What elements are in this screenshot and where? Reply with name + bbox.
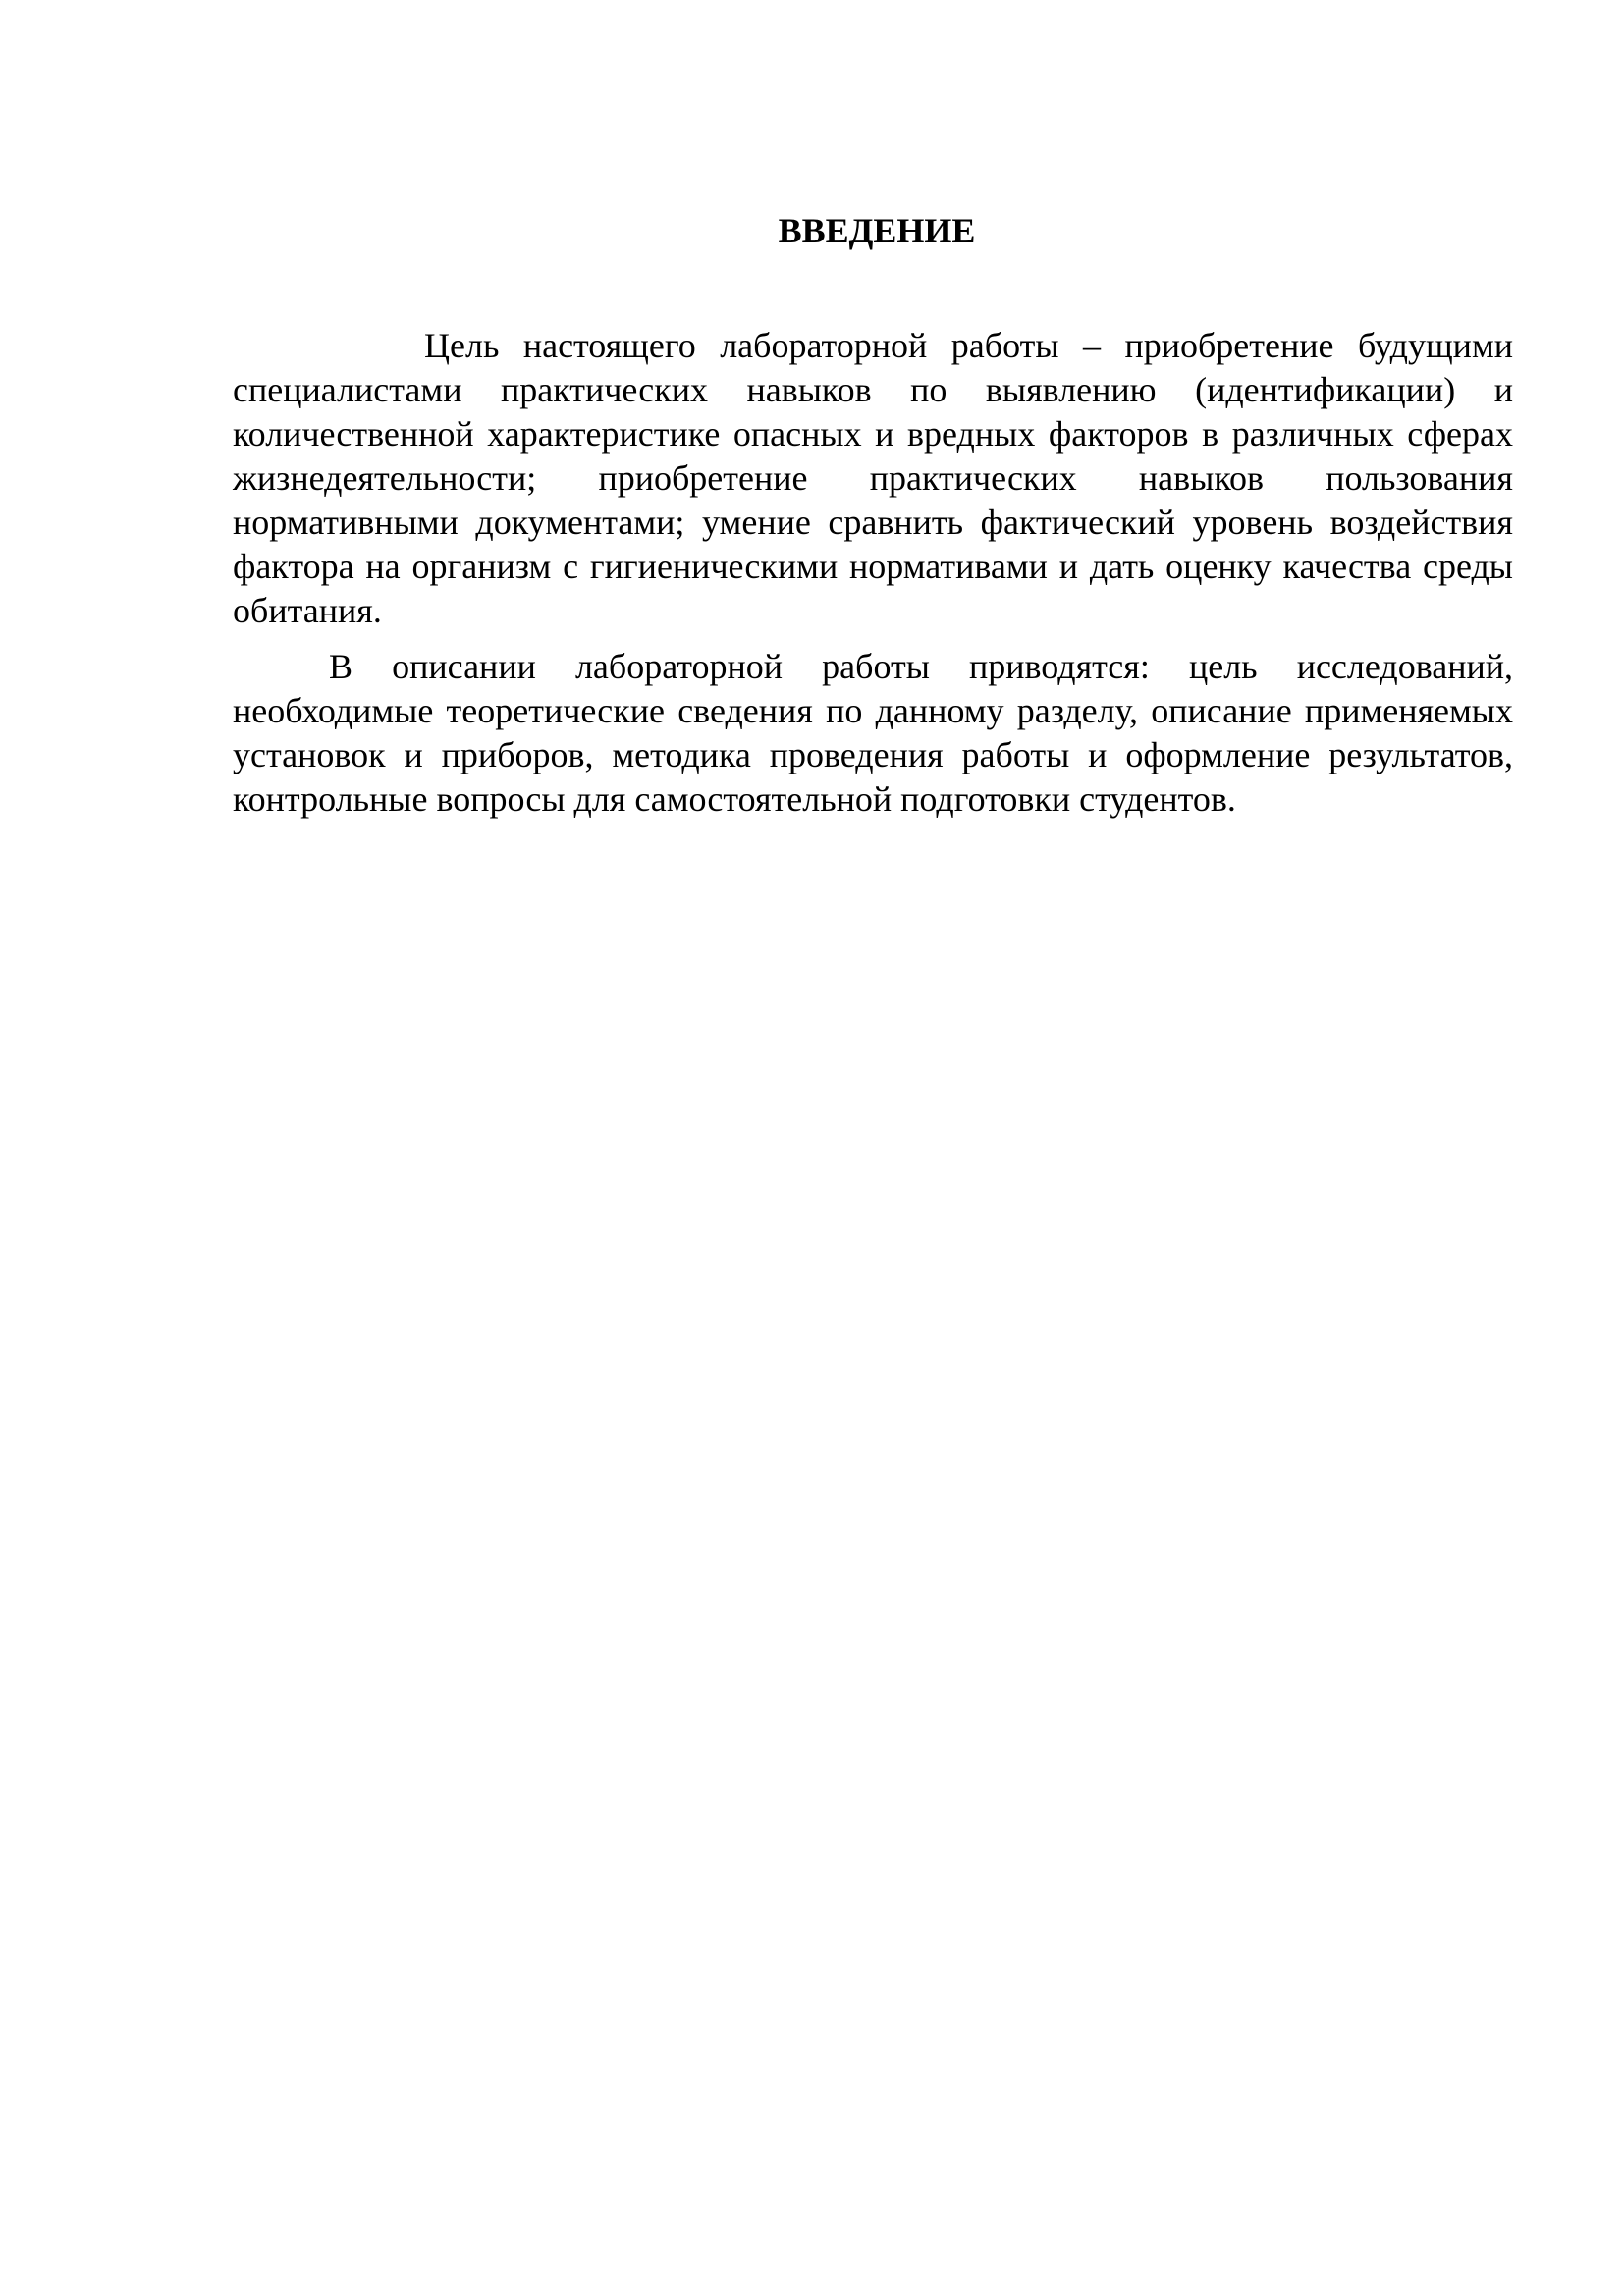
section-heading: ВВЕДЕНИЕ <box>778 211 976 250</box>
intro-paragraph-contents: В описании лабораторной работы приводятся: цель исследований, необходимые теоретические сведения по данному разделу, описание применяемых установок и приборов, методика проведения работы и оформление результатов, контрольные вопросы для самостоятельной подготовки студентов. <box>233 647 1513 819</box>
body-text <box>233 324 1513 822</box>
intro-paragraph-purpose: Цель настоящего лабораторной работы – приобретение будущими специалистами практических навыков по выявлению (идентификации) и количественной характеристике опасных и вредных факторов в различных сферах жизнедеятельности; приобретение практических навыков пользования нормативными документами; умение сравнить фактический уровень воздействия фактора на организм с гигиеническими нормативами и дать оценку качества среды обитания. <box>233 326 1513 630</box>
